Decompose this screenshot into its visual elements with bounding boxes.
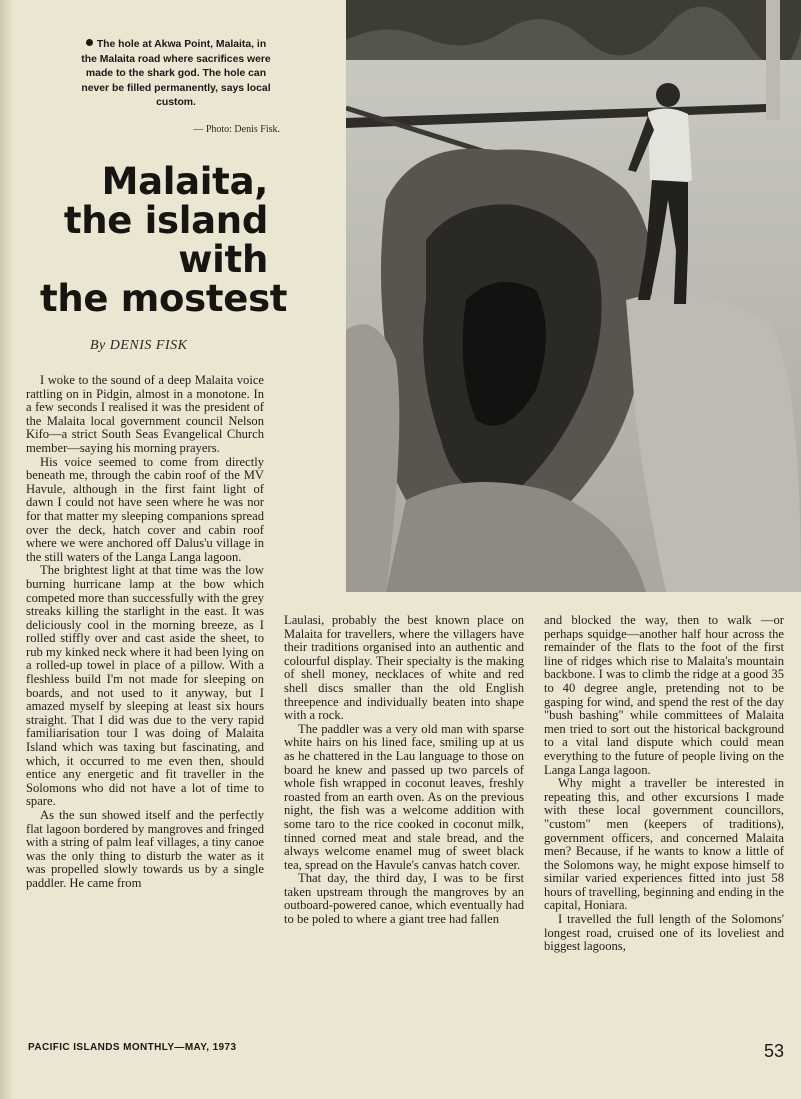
post	[766, 0, 780, 120]
title-line: with	[178, 238, 268, 281]
paragraph: Why might a traveller be interested in repeating this, and other excursions I made with these local government councillors, "custom" men (keepers of traditions), government officers, and concerned Malaita men? Because, if he wants to know a little of the Solomons way, he might expose himself to similar varied experiences fitted into just 58 hours of travelling, beginning and ending in the capital, Honiara.	[544, 776, 784, 913]
publication-footer: PACIFIC ISLANDS MONTHLY—MAY, 1973	[28, 1042, 237, 1053]
paragraph: That day, the third day, I was to be first taken upstream through the mangroves by an outboard-powered canoe, which eventually had to be poled to where a giant tree had fallen	[284, 871, 524, 927]
bullet-icon	[86, 39, 93, 46]
photo-caption	[78, 38, 274, 111]
paragraph: The paddler was a very old man with sparse white hairs on his lined face, smiling up at us as he chattered in the Lau language to those on board he knew and passed up two parcels of whole fish wrapped in coconut leaves, freshly roasted from an earth oven. As on the previous night, the fish was a welcome addition with some taro to the rice cooked in coconut milk, tinned corned meat and stale bread, and the always welcome enamel mug of sweet black tea, spread on the Havule's canvas hatch cover.	[284, 721, 524, 872]
text-column-1	[26, 374, 264, 1034]
paragraph: As the sun showed itself and the perfectly flat lagoon bordered by mangroves and fringed with a string of palm leaf villages, a tiny canoe was the only thing to disturb the water as it was propelled slowly towards us by a single paddler. He came from	[26, 808, 264, 890]
paragraph: I travelled the full length of the Solomons' longest road, cruised one of its loveliest and biggest lagoons,	[544, 912, 784, 954]
article-title	[40, 160, 288, 320]
page-spine-shadow	[0, 0, 14, 1099]
title-line: the mostest	[40, 277, 288, 320]
paragraph: His voice seemed to come from directly beneath me, through the cabin roof of the MV Havule, although in the first faint light of dawn I could not have seen where he was nor for that matter my sleeping companions spread over the deck, hatch cover and cabin roof where we were anchored off Dalus'u village in the still waters of the Langa Langa lagoon.	[26, 454, 264, 564]
text-column-3	[544, 614, 784, 1030]
paragraph: Laulasi, probably the best known place on Malaita for travellers, where the villagers have their traditions organised into an authentic and colourful display. Their specialty is the making of shell money, necklaces of white and red shell discs smaller than the old English threepence and individually beaten into shape with a rock.	[284, 613, 524, 723]
title-line: Malaita,	[101, 160, 268, 203]
caption-text: The hole at Akwa Point, Malaita, in the Malaita road where sacrifices were made to the shark god. The hole can never be filled permanently, says local custom.	[81, 39, 271, 109]
paragraph: I woke to the sound of a deep Malaita voice rattling on in Pidgin, almost in a monotone. In a few seconds I realised it was the president of the Malaita local government council Nelson Kifo—a strict South Seas Evangelical Church member—saying his morning prayers.	[26, 373, 264, 455]
paragraph: The brightest light at that time was the low burning hurricane lamp at the bow which competed more than successfully with the grey streaks killing the starlight in the east. It was deliciously cool in the morning breeze, as I rolled stiffly over and cast aside the sheet, to rub my kinked neck where it had been lying on a rolled-up towel in place of a pillow. With a fleshless build I'm not made for sleeping on boards, and not used to it anyway, but I amazed myself by sleeping at least six hours straight. That I did was due to the very rapid familiarisation tour I was doing of Malaita Island which was taxing but fascinating, and which, it occurred to me even then, should entice any energetic and fit traveller in the Solomons who did not have a lot of time to spare.	[26, 563, 264, 809]
title-line: the island	[63, 199, 268, 242]
paragraph: and blocked the way, then to walk —or perhaps squidge—another half hour across the remainder of the flats to the foot of the first line of ridges which rise to Malaita's mountain backbone. I was to climb the ridge at a good 35 to 40 degree angle, pretending not to be gasping for wind, and spend the rest of the day "bush bashing" while committees of Malaita men tried to sort out the historical background to a vital land dispute which could mean everything to the future of people living on the Langa Langa lagoon.	[544, 613, 784, 777]
photo-illustration	[346, 0, 801, 592]
photo-credit: — Photo: Denis Fisk.	[193, 124, 280, 135]
page-number: 53	[764, 1041, 785, 1061]
text-column-2	[284, 614, 524, 1030]
article-photo	[346, 0, 801, 592]
byline: By DENIS FISK	[90, 338, 188, 353]
